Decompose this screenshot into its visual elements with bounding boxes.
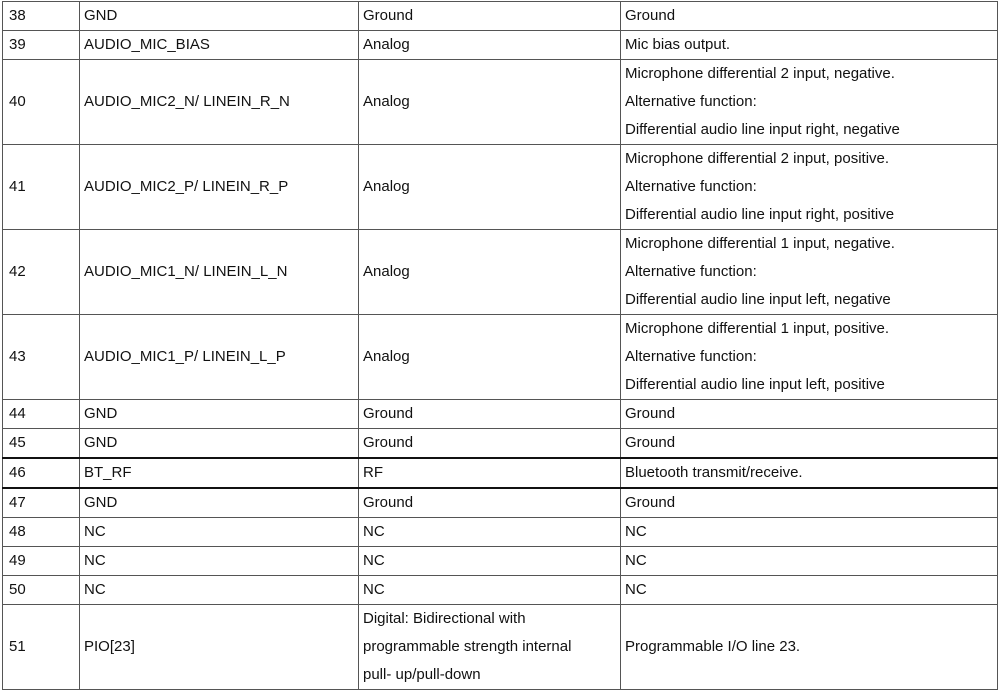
pin-description-text: Microphone differential 1 input, positive. xyxy=(625,320,890,337)
table-row xyxy=(3,315,998,400)
pin-type-cell xyxy=(359,145,621,230)
pin-description-text: Bluetooth transmit/receive. xyxy=(625,464,803,481)
pin-description-cell xyxy=(621,60,998,145)
pin-type-text: Ground xyxy=(363,434,414,451)
pin-description-text: Programmable I/O line 23. xyxy=(625,638,801,655)
pin-name-cell: NC xyxy=(80,547,359,576)
pin-number-cell: 43 xyxy=(3,315,80,400)
pin-type-cell xyxy=(359,458,621,488)
pin-number-cell: 44 xyxy=(3,400,80,429)
pin-name-cell: AUDIO_MIC1_N/ LINEIN_L_N xyxy=(80,230,359,315)
pin-description-text: Mic bias output. xyxy=(625,36,731,53)
pin-name-cell: PIO[23] xyxy=(80,605,359,690)
pin-type-cell xyxy=(359,230,621,315)
pin-type-text: RF xyxy=(363,464,383,481)
pin-table xyxy=(2,1,998,690)
pin-number-cell: 42 xyxy=(3,230,80,315)
pin-name-cell: AUDIO_MIC2_P/ LINEIN_R_P xyxy=(80,145,359,230)
pin-type-cell xyxy=(359,429,621,459)
pin-description-text: Microphone differential 2 input, negative. xyxy=(625,65,895,82)
table-row xyxy=(3,488,998,518)
pin-description-text: Ground xyxy=(625,434,676,451)
pin-description-text: NC xyxy=(625,581,647,598)
pin-type-cell xyxy=(359,31,621,60)
pin-name-cell: GND xyxy=(80,429,359,459)
pin-type-cell xyxy=(359,488,621,518)
table-row xyxy=(3,458,998,488)
pin-number-cell: 51 xyxy=(3,605,80,690)
table-row xyxy=(3,605,998,690)
pin-number-cell: 46 xyxy=(3,458,80,488)
pin-description-cell xyxy=(621,488,998,518)
pin-name-cell: BT_RF xyxy=(80,458,359,488)
pin-description-text: NC xyxy=(625,523,647,540)
table-row xyxy=(3,31,998,60)
pin-type-cell xyxy=(359,315,621,400)
pin-type-cell xyxy=(359,2,621,31)
pin-name-cell: AUDIO_MIC1_P/ LINEIN_L_P xyxy=(80,315,359,400)
pin-description-text: Alternative function: xyxy=(625,178,757,195)
pin-description-cell xyxy=(621,518,998,547)
pin-description-cell xyxy=(621,315,998,400)
pin-type-text: NC xyxy=(363,523,385,540)
pin-type-text: Ground xyxy=(363,494,414,511)
pin-type-cell xyxy=(359,60,621,145)
pin-number-cell: 45 xyxy=(3,429,80,459)
pin-table-body xyxy=(3,2,998,690)
pin-type-cell xyxy=(359,605,621,690)
pin-name-cell: AUDIO_MIC_BIAS xyxy=(80,31,359,60)
pin-name-cell: NC xyxy=(80,518,359,547)
pin-type-cell xyxy=(359,547,621,576)
pin-number-cell: 47 xyxy=(3,488,80,518)
pin-number-cell: 41 xyxy=(3,145,80,230)
pin-description-cell xyxy=(621,400,998,429)
pin-type-text: Analog xyxy=(363,93,410,110)
pin-description-text: Ground xyxy=(625,405,676,422)
pin-description-text: Alternative function: xyxy=(625,93,757,110)
pin-description-text: Alternative function: xyxy=(625,348,757,365)
pin-number-cell: 50 xyxy=(3,576,80,605)
pin-description-text: Ground xyxy=(625,494,676,511)
pin-description-text: Differential audio line input left, negative xyxy=(625,291,891,308)
pin-description-text: NC xyxy=(625,552,647,569)
pin-name-cell: NC xyxy=(80,576,359,605)
table-row xyxy=(3,400,998,429)
pin-number-cell: 49 xyxy=(3,547,80,576)
pin-type-cell xyxy=(359,400,621,429)
pin-number-cell: 40 xyxy=(3,60,80,145)
table-row xyxy=(3,60,998,145)
table-row xyxy=(3,576,998,605)
pin-description-cell xyxy=(621,429,998,459)
pin-number-cell: 38 xyxy=(3,2,80,31)
pin-description-cell xyxy=(621,547,998,576)
table-row xyxy=(3,429,998,459)
pin-number-cell: 48 xyxy=(3,518,80,547)
pin-type-text: Ground xyxy=(363,7,414,24)
pin-description-text: Alternative function: xyxy=(625,263,757,280)
pin-description-cell xyxy=(621,31,998,60)
pin-name-cell: GND xyxy=(80,2,359,31)
pin-type-text: Digital: Bidirectional with xyxy=(363,610,526,627)
pin-name-cell: GND xyxy=(80,400,359,429)
table-row xyxy=(3,2,998,31)
pin-type-text: Analog xyxy=(363,263,410,280)
pin-description-cell xyxy=(621,458,998,488)
pin-description-cell xyxy=(621,605,998,690)
pin-description-cell xyxy=(621,2,998,31)
pin-type-text: Analog xyxy=(363,36,410,53)
pin-type-cell xyxy=(359,576,621,605)
pin-description-cell xyxy=(621,145,998,230)
pin-type-text: Ground xyxy=(363,405,414,422)
pin-description-text: Microphone differential 2 input, positive. xyxy=(625,150,890,167)
pin-type-text: pull- up/pull-down xyxy=(363,666,481,683)
pin-name-cell: GND xyxy=(80,488,359,518)
pin-description-text: Differential audio line input right, positive xyxy=(625,206,895,223)
pin-type-text: Analog xyxy=(363,348,410,365)
pin-type-text: Analog xyxy=(363,178,410,195)
table-row xyxy=(3,145,998,230)
pin-description-cell xyxy=(621,230,998,315)
pin-name-cell: AUDIO_MIC2_N/ LINEIN_R_N xyxy=(80,60,359,145)
table-row xyxy=(3,518,998,547)
pin-description-text: Microphone differential 1 input, negative. xyxy=(625,235,895,252)
table-row xyxy=(3,547,998,576)
pin-number-cell: 39 xyxy=(3,31,80,60)
pin-description-text: Differential audio line input right, negative xyxy=(625,121,900,138)
pin-type-cell xyxy=(359,518,621,547)
pin-type-text: NC xyxy=(363,581,385,598)
table-row xyxy=(3,230,998,315)
pin-description-cell xyxy=(621,576,998,605)
pin-description-text: Ground xyxy=(625,7,676,24)
pin-type-text: programmable strength internal xyxy=(363,638,572,655)
pin-type-text: NC xyxy=(363,552,385,569)
pin-description-text: Differential audio line input left, positive xyxy=(625,376,885,393)
